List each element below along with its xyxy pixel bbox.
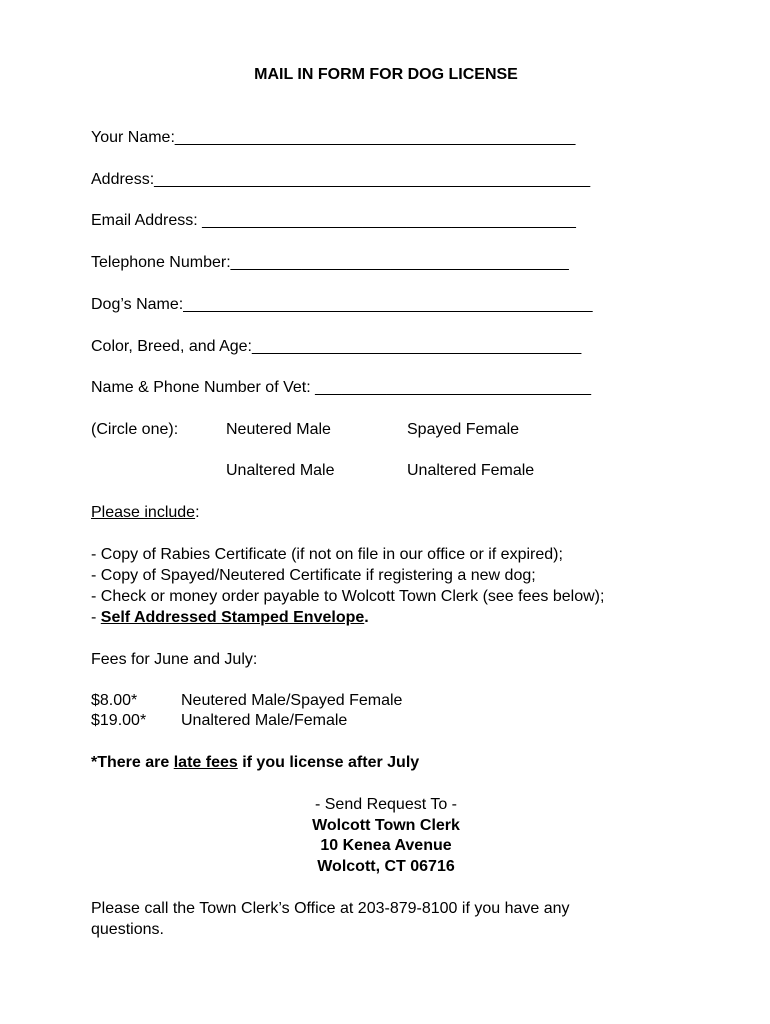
- please-include-text: Please include: [91, 504, 196, 521]
- address-field[interactable]: [91, 170, 590, 190]
- fee-amount: $8.00*: [91, 692, 138, 709]
- field-blank[interactable]: ______________________________________: [230, 254, 569, 271]
- footer-line-1: Please call the Town Clerk’s Office at 203-879-8100 if you have any: [91, 900, 570, 917]
- dog-name-field[interactable]: [91, 295, 593, 315]
- fee-description: Unaltered Male/Female: [181, 712, 348, 729]
- clerk-name: Wolcott Town Clerk: [312, 816, 460, 834]
- vet-field[interactable]: [91, 378, 591, 398]
- field-blank[interactable]: _________________________________________________: [154, 171, 591, 188]
- field-label: Your Name:: [91, 129, 175, 146]
- include-item-envelope: [91, 608, 369, 628]
- fees-heading: Fees for June and July:: [91, 651, 258, 668]
- field-blank[interactable]: _______________________________: [315, 379, 591, 396]
- fee-amount: $19.00*: [91, 712, 147, 729]
- form-title: MAIL IN FORM FOR DOG LICENSE: [254, 66, 518, 83]
- fee-row-neutered: [91, 691, 691, 711]
- circle-one-row-1: [91, 420, 691, 440]
- late-fees-notice: [91, 753, 419, 773]
- envelope-emphasis: Self Addressed Stamped Envelope: [100, 609, 365, 626]
- field-label: Email Address:: [91, 212, 203, 229]
- color-breed-age-field[interactable]: [91, 337, 581, 357]
- field-label: Name & Phone Number of Vet:: [91, 379, 316, 396]
- option-unaltered-male[interactable]: Unaltered Male: [226, 462, 335, 479]
- clerk-city: Wolcott, CT 06716: [317, 857, 455, 875]
- clerk-street: 10 Kenea Avenue: [320, 837, 452, 854]
- please-include-heading: [91, 503, 200, 523]
- field-blank[interactable]: __________________________________________: [202, 212, 576, 229]
- option-neutered-male[interactable]: Neutered Male: [226, 421, 331, 438]
- item-prefix: -: [91, 609, 101, 626]
- field-blank[interactable]: _____________________________________________: [174, 129, 576, 146]
- late-post: if you license after July: [237, 754, 420, 771]
- email-field[interactable]: [91, 211, 576, 231]
- field-blank[interactable]: _____________________________________: [252, 338, 582, 355]
- field-label: Color, Breed, and Age:: [91, 338, 252, 355]
- telephone-field[interactable]: [91, 253, 569, 273]
- field-label: Address:: [91, 171, 155, 188]
- late-fees-emphasis: late fees: [173, 754, 238, 771]
- include-item-payment: - Check or money order payable to Wolcott Town Clerk (see fees below);: [91, 588, 605, 605]
- your-name-field[interactable]: [91, 128, 575, 148]
- fee-description: Neutered Male/Spayed Female: [181, 692, 403, 709]
- option-spayed-female[interactable]: Spayed Female: [407, 421, 520, 438]
- please-include-colon: :: [195, 504, 200, 521]
- circle-one-label: (Circle one):: [91, 421, 179, 438]
- field-blank[interactable]: ______________________________________________: [183, 296, 593, 313]
- field-label: Dog’s Name:: [91, 296, 184, 313]
- fee-row-unaltered: [91, 711, 691, 731]
- item-suffix: .: [364, 609, 369, 626]
- field-label: Telephone Number:: [91, 254, 231, 271]
- send-request-intro: - Send Request To -: [314, 796, 457, 813]
- include-item-rabies: - Copy of Rabies Certificate (if not on file in our office or if expired);: [91, 546, 563, 563]
- mailing-address-block: [91, 795, 681, 877]
- option-unaltered-female[interactable]: Unaltered Female: [407, 462, 535, 479]
- late-pre: *There are: [91, 754, 174, 771]
- include-item-spayed-neutered: - Copy of Spayed/Neutered Certificate if registering a new dog;: [91, 567, 536, 584]
- footer-line-2: questions.: [91, 921, 164, 938]
